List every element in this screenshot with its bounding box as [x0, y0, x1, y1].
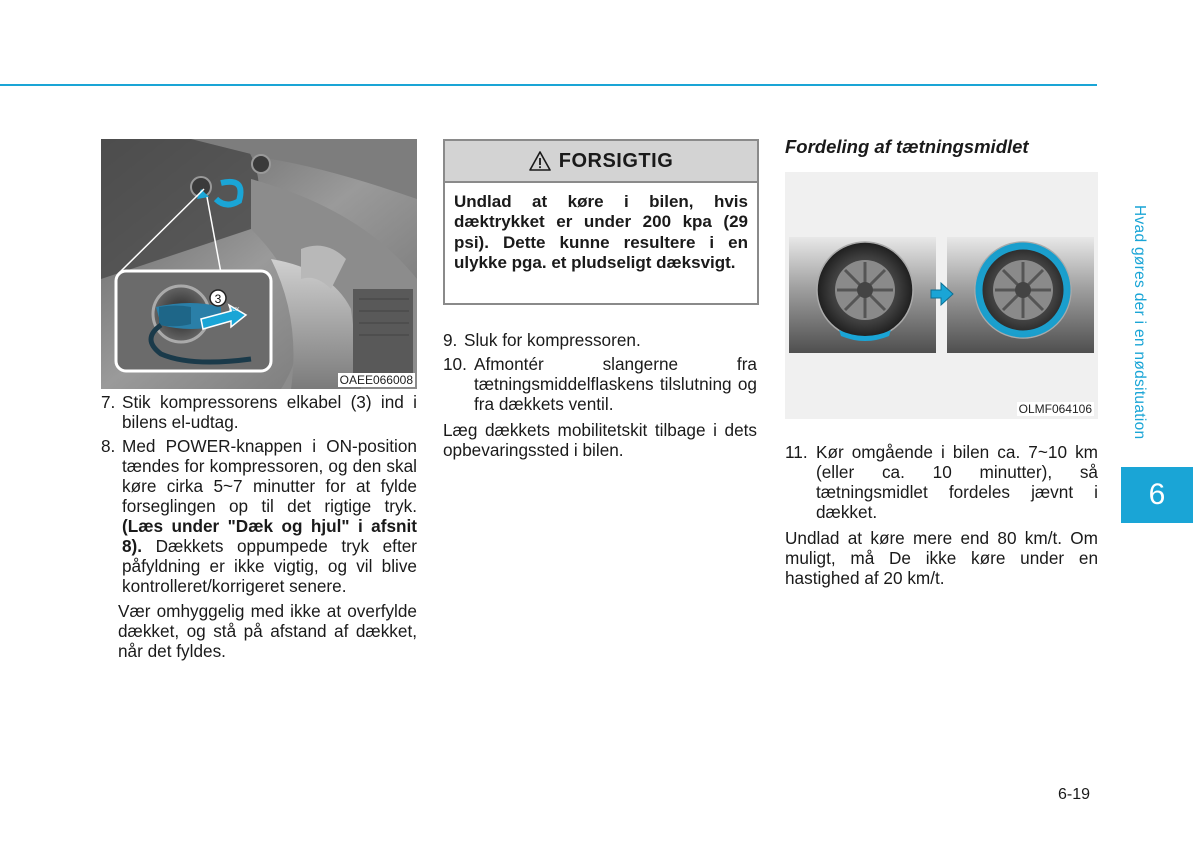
step-10 — [443, 354, 757, 414]
warning-triangle-icon — [529, 151, 551, 171]
step-9 — [443, 330, 757, 350]
warning-title: FORSIGTIG — [558, 149, 674, 172]
compressor-illustration — [101, 139, 417, 389]
storage-note: Læg dækkets mobilitetskit tilbage i dets opbevaringssted i bilen. — [443, 420, 757, 460]
step-number: 9. — [443, 330, 458, 350]
step-8 — [101, 436, 417, 596]
step-number: 11. — [785, 442, 808, 462]
step-11 — [785, 442, 1098, 522]
step-number: 10. — [443, 354, 467, 374]
cross-reference: (Læs under "Dæk og hjul" i afsnit 8). — [122, 516, 417, 556]
step-number: 8. — [101, 436, 116, 456]
sealant-distribution-illustration — [785, 172, 1098, 419]
column-left — [101, 392, 417, 661]
step-text: Sluk for kompressoren. — [464, 330, 641, 350]
header-rule — [0, 84, 1097, 86]
callout-number: 3 — [214, 292, 222, 306]
chapter-side-title — [1130, 205, 1152, 465]
step-text-a: Med POWER-knappen i ON-position tændes for kompressoren, og den skal køre cirka 5~7 minutter for at fylde forseglingen op til det rigtige tryk. — [122, 436, 417, 516]
step-text-b: Dækkets oppumpede tryk efter påfyldning er ikke vigtig, og vil blive kontrolleret/korrigeret senere. — [122, 536, 417, 596]
step-text: Afmontér slangerne fra tætningsmiddelflaskens tilslutning og fra dækkets ventil. — [474, 354, 757, 414]
page-number: 6-19 — [1058, 786, 1091, 803]
warning-header — [445, 141, 757, 183]
speed-note: Undlad at køre mere end 80 km/t. Om muligt, må De ikke køre under en hastighed af 20 km/t. — [785, 528, 1098, 588]
caution-note: Vær omhyggelig med ikke at overfylde dækket, og stå på afstand af dækket, når det fyldes. — [118, 601, 417, 661]
step-7 — [101, 392, 417, 432]
figure-code: OAEE066008 — [339, 373, 413, 387]
column-middle — [443, 330, 757, 460]
warning-text: Undlad at køre i bilen, hvis dæktrykket er under 200 kpa (29 psi). Dette kunne resultere i en ulykke pga. et pludseligt dæksvigt. — [454, 192, 748, 272]
chapter-tab: 6 — [1121, 467, 1193, 523]
column-right — [785, 442, 1098, 588]
section-heading: Fordeling af tætningsmidlet — [785, 136, 1029, 157]
step-text — [122, 436, 417, 596]
callout-aux-label: AUX — [229, 307, 240, 313]
warning-box — [443, 139, 759, 305]
chapter-side-title-text: Hvad gøres der i en nødsituation — [1131, 205, 1148, 440]
step-text: Kør omgående i bilen ca. 7~10 km (eller ca. 10 minutter), så tætningsmidlet fordeles jævnt i dækket. — [816, 442, 1098, 522]
figure-code: OLMF064106 — [1018, 402, 1092, 416]
step-number: 7. — [101, 392, 116, 412]
step-text: Stik kompressorens elkabel (3) ind i bilens el-udtag. — [122, 392, 417, 432]
